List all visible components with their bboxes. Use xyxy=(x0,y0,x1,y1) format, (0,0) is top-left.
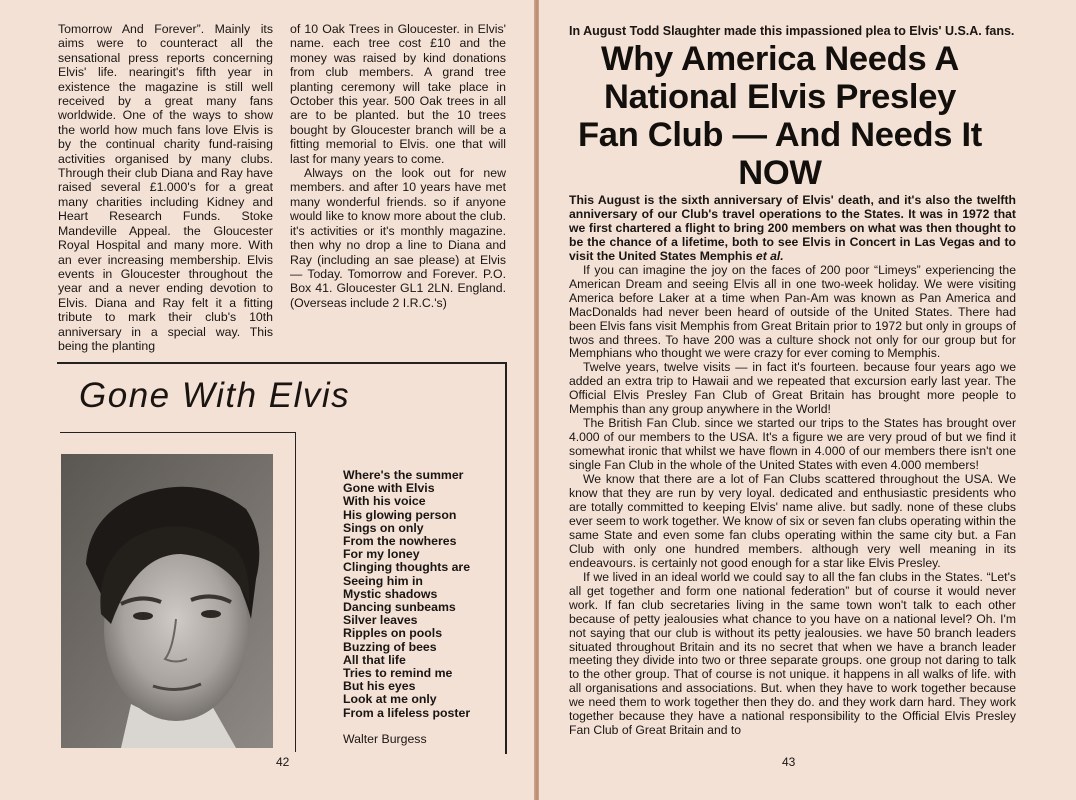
poem-line: Gone with Elvis xyxy=(343,481,435,496)
poem-line: All that life xyxy=(343,652,406,667)
poem-line: Buzzing of bees xyxy=(343,639,437,654)
poem-line: Tries to remind me xyxy=(343,666,453,681)
poem-author: Walter Burgess xyxy=(343,732,427,746)
poem-line: With his voice xyxy=(343,494,426,509)
page-number: 42 xyxy=(276,755,290,769)
headline-line: National Elvis Presley xyxy=(604,78,956,116)
poem-line: From the nowheres xyxy=(343,534,457,549)
article-column-right xyxy=(290,22,506,310)
poem-line: Mystic shadows xyxy=(343,586,438,601)
lead-paragraph xyxy=(569,194,1016,264)
poem-lines xyxy=(343,469,513,720)
lead-suffix: et al. xyxy=(755,248,784,263)
paragraph: of 10 Oak Trees in Gloucester. in Elvis' name. each tree cost £10 and the money was raised by kind donations from club members. A grand tree planting ceremony will take place in October this year. 500 Oak trees in all are to be planted. but the 10 trees bought by Gloucester branch will be a fitting memorial to Elvis. one that will last for many years to come. xyxy=(290,22,506,166)
poem-line: Look at me only xyxy=(343,692,437,707)
poem-line: Silver leaves xyxy=(343,613,418,628)
poem-line: Sings on only xyxy=(343,520,424,535)
left-page xyxy=(0,0,536,800)
poem-line: Ripples on pools xyxy=(343,626,443,641)
paragraph: Twelve years, twelve visits — in fact it's fourteen. because four years ago we added an extra trip to Hawaii and we repeated that excursion early last year. The Official Elvis Presley Fan Club of Great Britain has brought more people to Memphis than any group anywhere in the World! xyxy=(569,360,1016,417)
paragraph: Always on the look out for new members. and after 10 years have met many wonderful friends. so if anyone would like to know more about the club. it's activities or it's monthly magazine. then why no drop a line to Diana and Ray (including an sae please) at Elvis — Today. Tomorrow and Forever. P.O. Box 41. Gloucester GL1 2LN. England. (Overseas include 2 I.R.C.'s) xyxy=(290,166,506,310)
paragraph: If we lived in an ideal world we could say to all the fan clubs in the States. “Let's all get together and form one national federation” but of course it would never work. If fan club secretaries living in the same town won't talk to each other because of petty jealousies what chance to you have on a national level? Oh. I'm not saying that our club is without its petty jealousies. we have 50 branch leaders situated throughout Britain and its no secret that when we have a branch leader meeting they divide into two or three separate groups. one group not daring to talk to the other group. That of course is not unique. it happens in all walks of life. with all organisations and associations. But. when they have to work together because we need them to work together then they do. and they work darn hard. They work together because they have a national responsibility to the Official Elvis Presley Fan Club of Great Britain and to xyxy=(569,569,1016,738)
poem-line: Where's the summer xyxy=(343,468,464,482)
headline-line: NOW xyxy=(738,154,822,192)
headline-line: Fan Club — And Needs It xyxy=(578,116,982,154)
article-headline xyxy=(555,40,1005,192)
poem-line: For my loney xyxy=(343,547,420,562)
headline-line: Why America Needs A xyxy=(601,40,959,78)
poem-line: His glowing person xyxy=(343,507,457,522)
paragraph: If you can imagine the joy on the faces of 200 poor “Limeys” experiencing the American Dream and seeing Elvis all in one two-week holiday. We were visiting America before Laker at a time when Pan-Am was known as Pan America and MacDonalds had never been heard of outside of the United States. There had been Elvis fans visit Memphis from Great Britain prior to 1972 but only in groups of twos and threes. To have 200 was a culture shock not only for our group but for Memphians who thought we were crazy for ever coming to Memphis. xyxy=(569,262,1016,361)
poem-line: From a lifeless poster xyxy=(343,705,471,720)
poem-line: Clinging thoughts are xyxy=(343,560,471,575)
page-number: 43 xyxy=(782,755,796,769)
article-intro: In August Todd Slaughter made this impassioned plea to Elvis' U.S.A. fans. xyxy=(569,24,1015,38)
paragraph: The British Fan Club. since we started our trips to the States has brought over 4.000 of our members to the USA. It's a figure we are very proud of but we find it somewhat ironic that whilst we have flown in 4.000 of our members there isn't one single Fan Club in the whole of the United States with even 4.000 members! xyxy=(569,416,1016,473)
article-column-left xyxy=(58,22,273,353)
lead-text: This August is the sixth anniversary of Elvis' death, and it's also the twelfth anniversary of our Club's travel operations to the States. It was in 1972 that we first chartered a flight to bring 200 members on what was then thought to be the chance of a lifetime, both to see Elvis in Concert in Las Vegas and to visit the United States Memphis xyxy=(569,193,1016,263)
poem-line: But his eyes xyxy=(343,679,416,694)
paragraph: We know that there are a lot of Fan Clubs scattered throughout the USA. We know that they are run by very loyal. dedicated and enthusiastic presidents who are totally committed to keeping Elvis' name alive. but sadly. none of these clubs ever seem to work together. We know of six or seven fan clubs operating within the same State and even some fan clubs operating within the same city but. a Fan Club with only one hundred members. although very well meaning in its endeavours. is certainly not good enough for a star like Elvis Presley. xyxy=(569,472,1016,570)
elvis-portrait-photo xyxy=(61,454,273,748)
article-body xyxy=(569,194,1016,738)
poem-line: Seeing him in xyxy=(343,573,423,588)
paragraph: Tomorrow And Forever”. Mainly its aims were to counteract all the sensational press reports concerning Elvis' life. nearingit's fifth year in existence the magazine is still well received by a great many fans worldwide. One of the ways to show the world how much fans love Elvis is by the continual charity fund-raising activities organised by many clubs. Through their club Diana and Ray have raised several £1.000's for a great many charities including Kidney and Heart Research Funds. Stoke Mandeville Appeal. the Gloucester Royal Hospital and many more. With an ever increasing membership. Elvis events in Gloucester throughout the year and a never ending devotion to Elvis. Diana and Ray felt it a fitting tribute to mark their club's 10th anniversary in a special way. This being the planting xyxy=(58,22,273,353)
poem-title: Gone With Elvis xyxy=(79,376,351,415)
poem-line: Dancing sunbeams xyxy=(343,600,456,615)
